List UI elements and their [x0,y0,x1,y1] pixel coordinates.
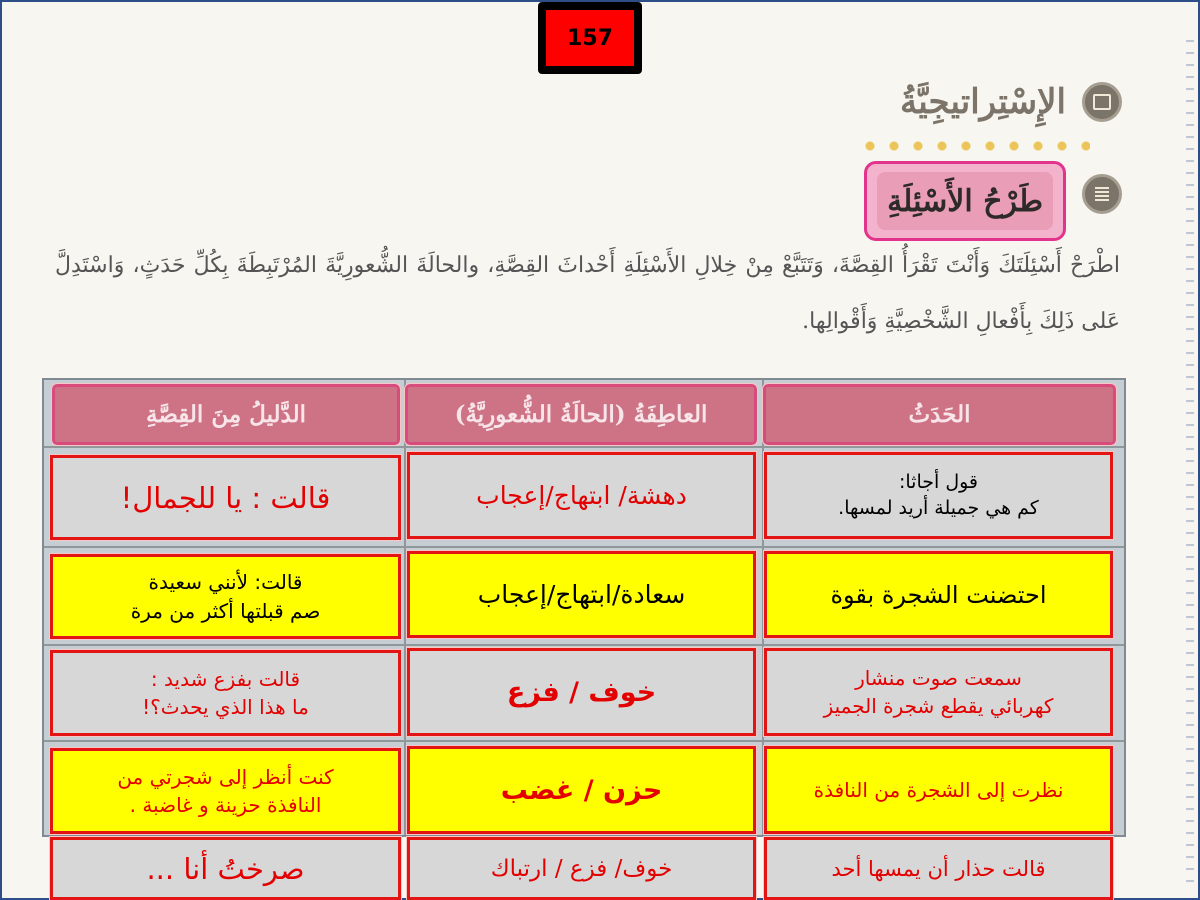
table-cell-evidence-2: قالت: لأنني سعيدة صم قبلتها أكثر من مرة [50,554,401,639]
header-evidence: الدَّليلُ مِنَ القِصَّةِ [52,384,400,445]
table-cell-evidence-1: قالت : يا للجمال! [50,455,401,540]
table-cell-emotion-5: خوف/ فزع / ارتباك [407,837,756,900]
strategy-icon [1082,82,1122,122]
page-number-badge [538,2,642,74]
header-event: الحَدَثُ [763,384,1116,445]
header-emotion: العاطِفَةُ (الحالَةُ الشُّعورِيَّةُ) [405,384,757,445]
table-cell-emotion-1: دهشة/ ابتهاج/إعجاب [407,452,756,539]
list-icon [1082,174,1122,214]
table-cell-event-5: قالت حذار أن يمسها أحد [764,837,1113,900]
subheading: طَرْحُ الأَسْئِلَةِ [877,172,1053,230]
table-cell-event-3: سمعت صوت منشار كهربائي يقطع شجرة الجميز [764,648,1113,736]
intro-paragraph: اطْرَحْ أَسْئِلَتَكَ وَأَنْتَ تَقْرَأُ القِصَّةَ، وَتَتَبَّعْ مِنْ خِلالِ الأَسْئِلَةِ أَحْداثَ القِصَّةِ، والحالَةَ الشُّعورِيَّةَ المُرْتَبِطَةَ بِكُلِّ حَدَثٍ، وَاسْتَدِلَّ عَلى ذَلِكَ بِأَفْعالِ الشَّخْصِيَّةِ وَأَقْوالِها. [55,253,1120,334]
table-cell-emotion-3: خوف / فزع [407,648,756,736]
page-number: 157 [546,10,634,66]
table-grid-line [44,740,1124,742]
table-cell-event-1: قول أجاثا: كم هي جميلة أريد لمسها. [764,452,1113,539]
decorative-dot-row [858,140,1090,152]
table-cell-evidence-4: كنت أنظر إلى شجرتي من النافذة حزينة و غاضبة . [50,748,401,834]
page-edge-decoration [1186,40,1194,890]
table-grid-line [44,446,1124,448]
table-cell-evidence-3: قالت بفزع شديد : ما هذا الذي يحدث؟! [50,650,401,736]
table-grid-line [44,546,1124,548]
table-cell-event-2: احتضنت الشجرة بقوة [764,551,1113,638]
table-grid-line [404,380,406,835]
table-cell-emotion-2: سعادة/ابتهاج/إعجاب [407,551,756,638]
table-cell-event-4: نظرت إلى الشجرة من النافذة [764,746,1113,834]
table-cell-emotion-4: حزن / غضب [407,746,756,834]
table-cell-evidence-5: صرختُ أنا ... [50,837,401,900]
table-grid-line [44,644,1124,646]
subheading-box [864,161,1066,241]
strategy-heading: الإِسْتِراتيجِيَّةُ [900,82,1066,122]
